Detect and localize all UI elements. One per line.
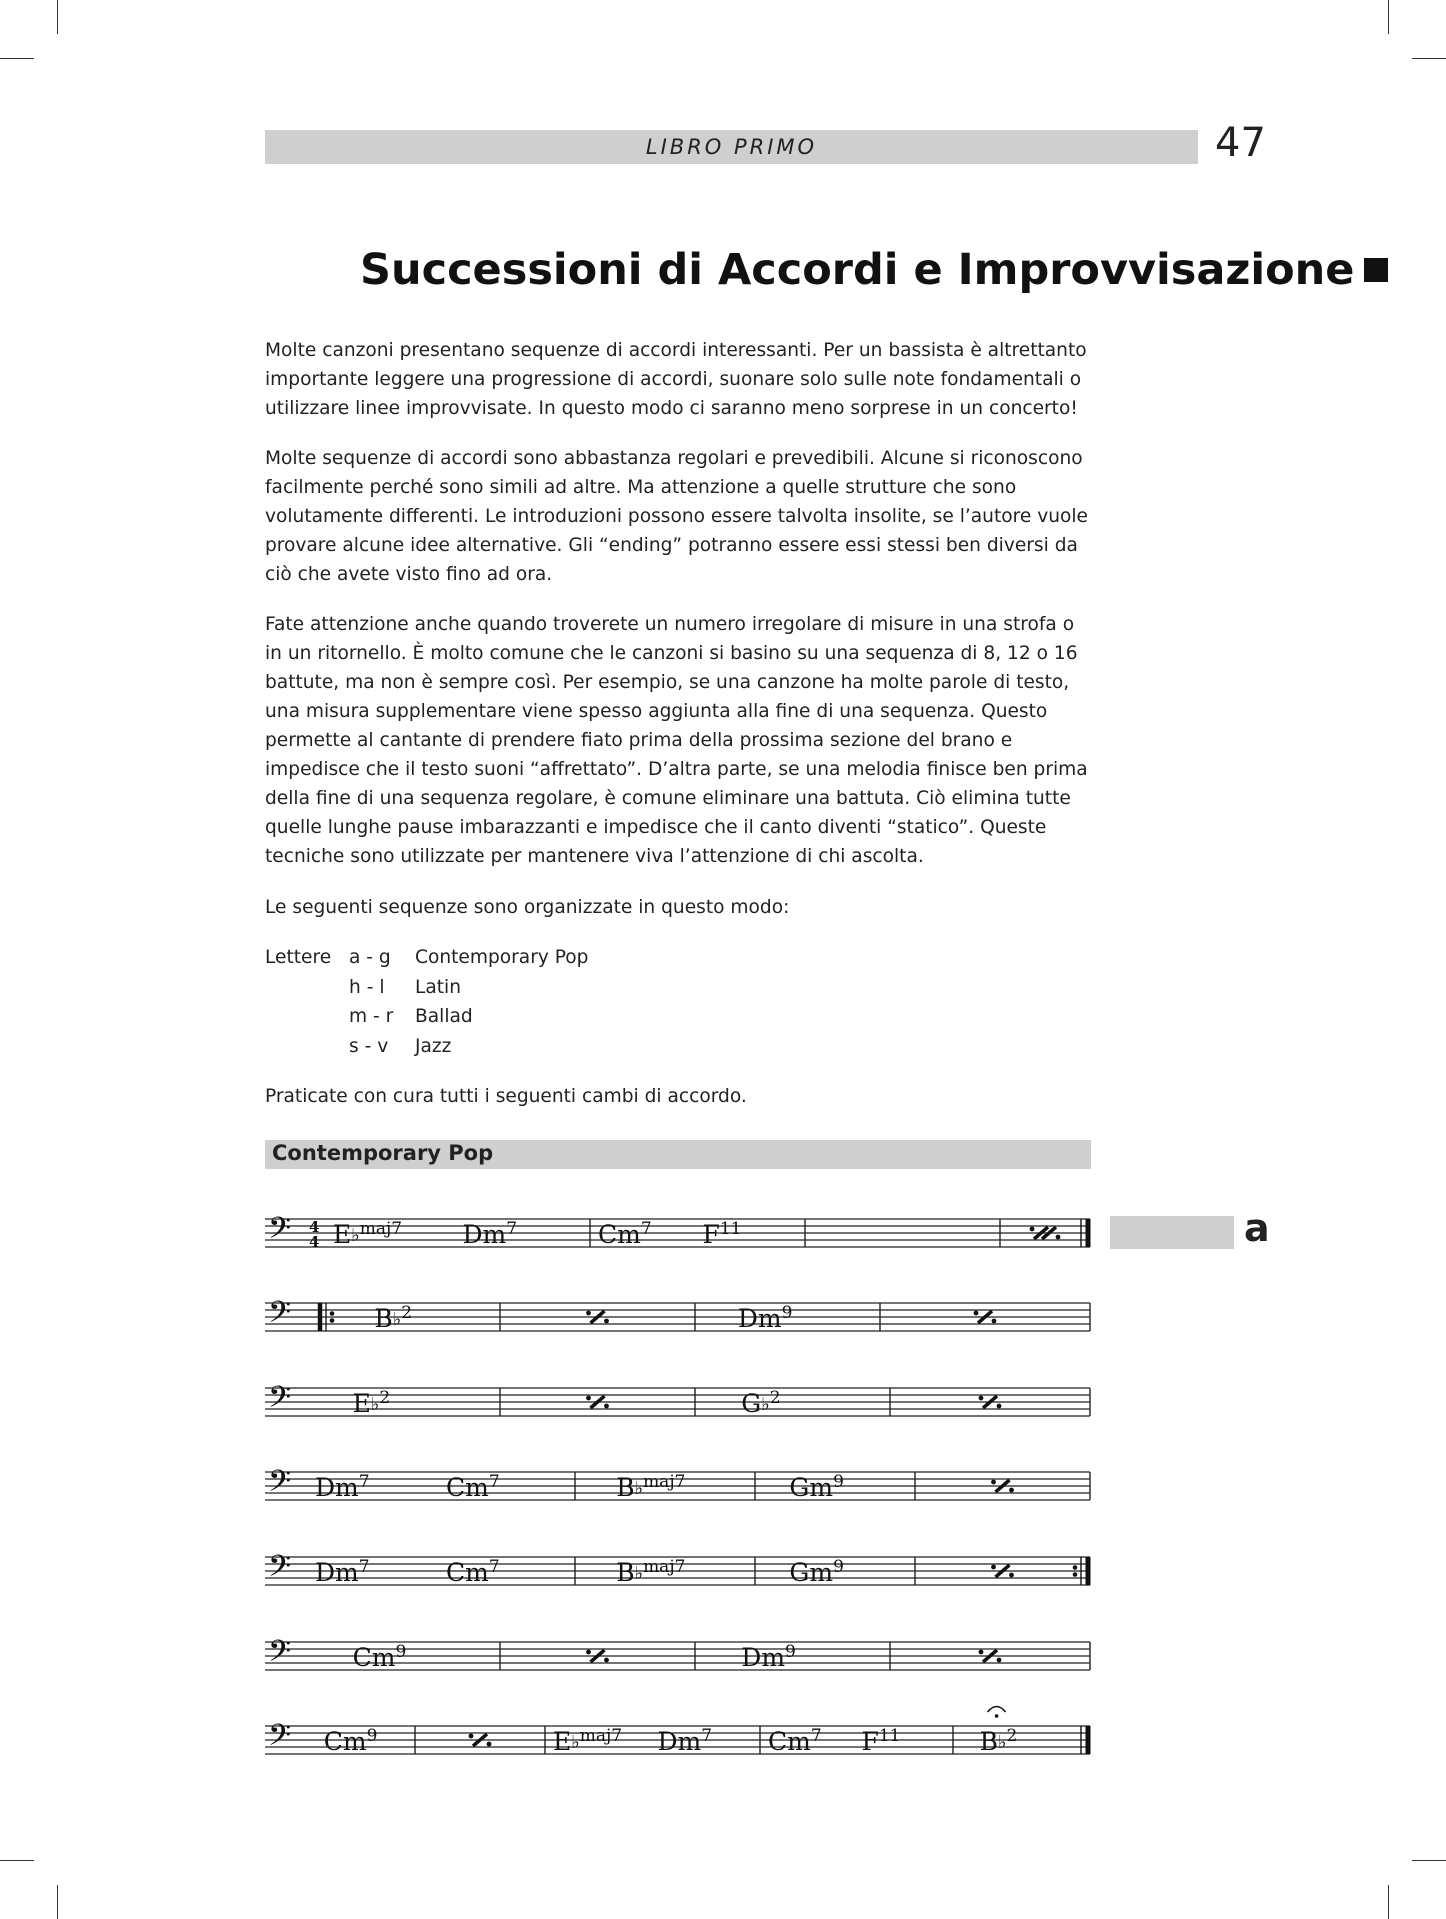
chord-symbol: B♭$^{maj7}$ [616, 1472, 686, 1502]
chord-symbol: Cm$^9$ [352, 1642, 407, 1672]
staff-system [265, 1465, 1090, 1506]
chord-symbol: Dm$^7$ [657, 1726, 713, 1756]
staff-system [265, 1550, 1090, 1591]
page-title-text: Successioni di Accordi e Improvvisazione [360, 245, 1355, 295]
variant-letter: a [1244, 1206, 1270, 1250]
section-heading-text: Contemporary Pop [272, 1141, 494, 1165]
staff-system [265, 1212, 1090, 1253]
chord-symbol: G♭$^2$ [741, 1388, 781, 1418]
legend-range: m - r [349, 1006, 394, 1027]
paragraph: Molte sequenze di accordi sono abbastanza regolari e prevedibili. Alcune si riconoscono facilmente perché sono simili ad altre. Ma attenzione a quelle strutture che sono volutamente differenti. Le introduzioni possono essere talvolta insolite, se l’autore vuole provare alcune idee alternative. Gli “ending” potranno essere essi stessi ben diversi da ciò che avete visto fino ad ora. [265, 448, 1088, 585]
time-signature-bottom: 4 [309, 1233, 320, 1251]
legend-range: a - g [349, 947, 391, 968]
chord-symbol: $F^{11}$ [702, 1219, 742, 1249]
chord-symbol: Cm$^7$ [446, 1557, 500, 1587]
bass-clef-icon: 𝄢 [268, 1465, 292, 1506]
bass-clef-icon: 𝄢 [268, 1635, 292, 1676]
page-number: 47 [1215, 120, 1266, 166]
bass-clef-icon: 𝄢 [268, 1719, 292, 1760]
chord-symbol: B♭$^{maj7}$ [616, 1557, 686, 1587]
bass-clef-icon: 𝄢 [268, 1381, 292, 1422]
chord-symbol: Gm$^9$ [789, 1472, 844, 1502]
staff-system [265, 1635, 1090, 1676]
legend-style: Jazz [415, 1035, 452, 1057]
chord-symbol: Dm$^9$ [741, 1642, 796, 1672]
running-title: LIBRO PRIMO [645, 135, 818, 159]
staff-system [265, 1296, 1090, 1337]
legend-range: h - l [349, 976, 385, 998]
bass-clef-icon: 𝄢 [268, 1212, 292, 1253]
time-signature-top: 4 [309, 1218, 320, 1236]
chord-symbol: B♭$^2$ [374, 1303, 413, 1333]
chord-symbol: Dm$^7$ [315, 1472, 370, 1502]
legend-label: Lettere [265, 947, 332, 968]
staff-system [265, 1381, 1090, 1422]
chord-symbol: B♭$^2$ [979, 1726, 1018, 1756]
legend-range: s - v [349, 1035, 389, 1057]
chord-symbol: Cm$^7$ [768, 1726, 822, 1756]
bass-clef-icon: 𝄢 [268, 1296, 292, 1337]
paragraph: Le seguenti sequenze sono organizzate in questo modo: [265, 897, 790, 918]
chord-symbol: Dm$^7$ [462, 1219, 518, 1249]
paragraph: Praticate con cura tutti i seguenti cambi di accordo. [265, 1086, 747, 1107]
chord-symbol: Cm$^9$ [323, 1726, 378, 1756]
chord-symbol: E♭$^{maj7}$ [553, 1726, 623, 1756]
chord-symbol: E♭$^2$ [352, 1388, 391, 1418]
chord-symbol: $F^{11}$ [861, 1726, 901, 1756]
chord-symbol: Dm$^7$ [315, 1557, 370, 1587]
legend-style: Ballad [415, 1006, 473, 1027]
staff-system [265, 1707, 1090, 1761]
chord-symbol: Cm$^7$ [598, 1219, 652, 1249]
chord-symbol: Cm$^7$ [446, 1472, 500, 1502]
paragraph: Fate attenzione anche quando troverete un numero irregolare di misure in una strofa o in un ritornello. È molto comune che le canzoni si basino su una sequenza di 8, 12 o 16 battute, ma non è sempre così. Per esempio, se una canzone ha molte parole di testo, una misura supplementare viene spesso aggiunta alla fine di una sequenza. Questo permette al cantante di prendere fiato prima della prossima sezione del brano e impedisce che il testo suoni “affrettato”. D’altra parte, se una melodia finisce ben prima della fine di una sequenza regolare, è comune eliminare una battuta. Ciò elimina tutte quelle lunghe pause imbarazzanti e impedisce che il canto diventi “statico”. Queste tecniche sono utilizzate per mantenere viva l’attenzione di chi ascolta. [265, 614, 1088, 867]
paragraph: Molte canzoni presentano sequenze di accordi interessanti. Per un bassista è altrettanto importante leggere una progressione di accordi, suonare solo sulle note fondamentali o utilizzare linee improvvisate. In questo modo ci saranno meno sorprese in un concerto! [265, 340, 1087, 419]
chord-symbol: Dm$^9$ [737, 1303, 793, 1333]
legend-style: Contemporary Pop [415, 947, 589, 968]
fermata-icon [988, 1707, 1006, 1713]
chord-symbol: E♭$^{maj7}$ [333, 1219, 403, 1249]
bass-clef-icon: 𝄢 [268, 1550, 292, 1591]
legend-style: Latin [415, 976, 461, 998]
chord-symbol: Gm$^9$ [789, 1557, 844, 1587]
